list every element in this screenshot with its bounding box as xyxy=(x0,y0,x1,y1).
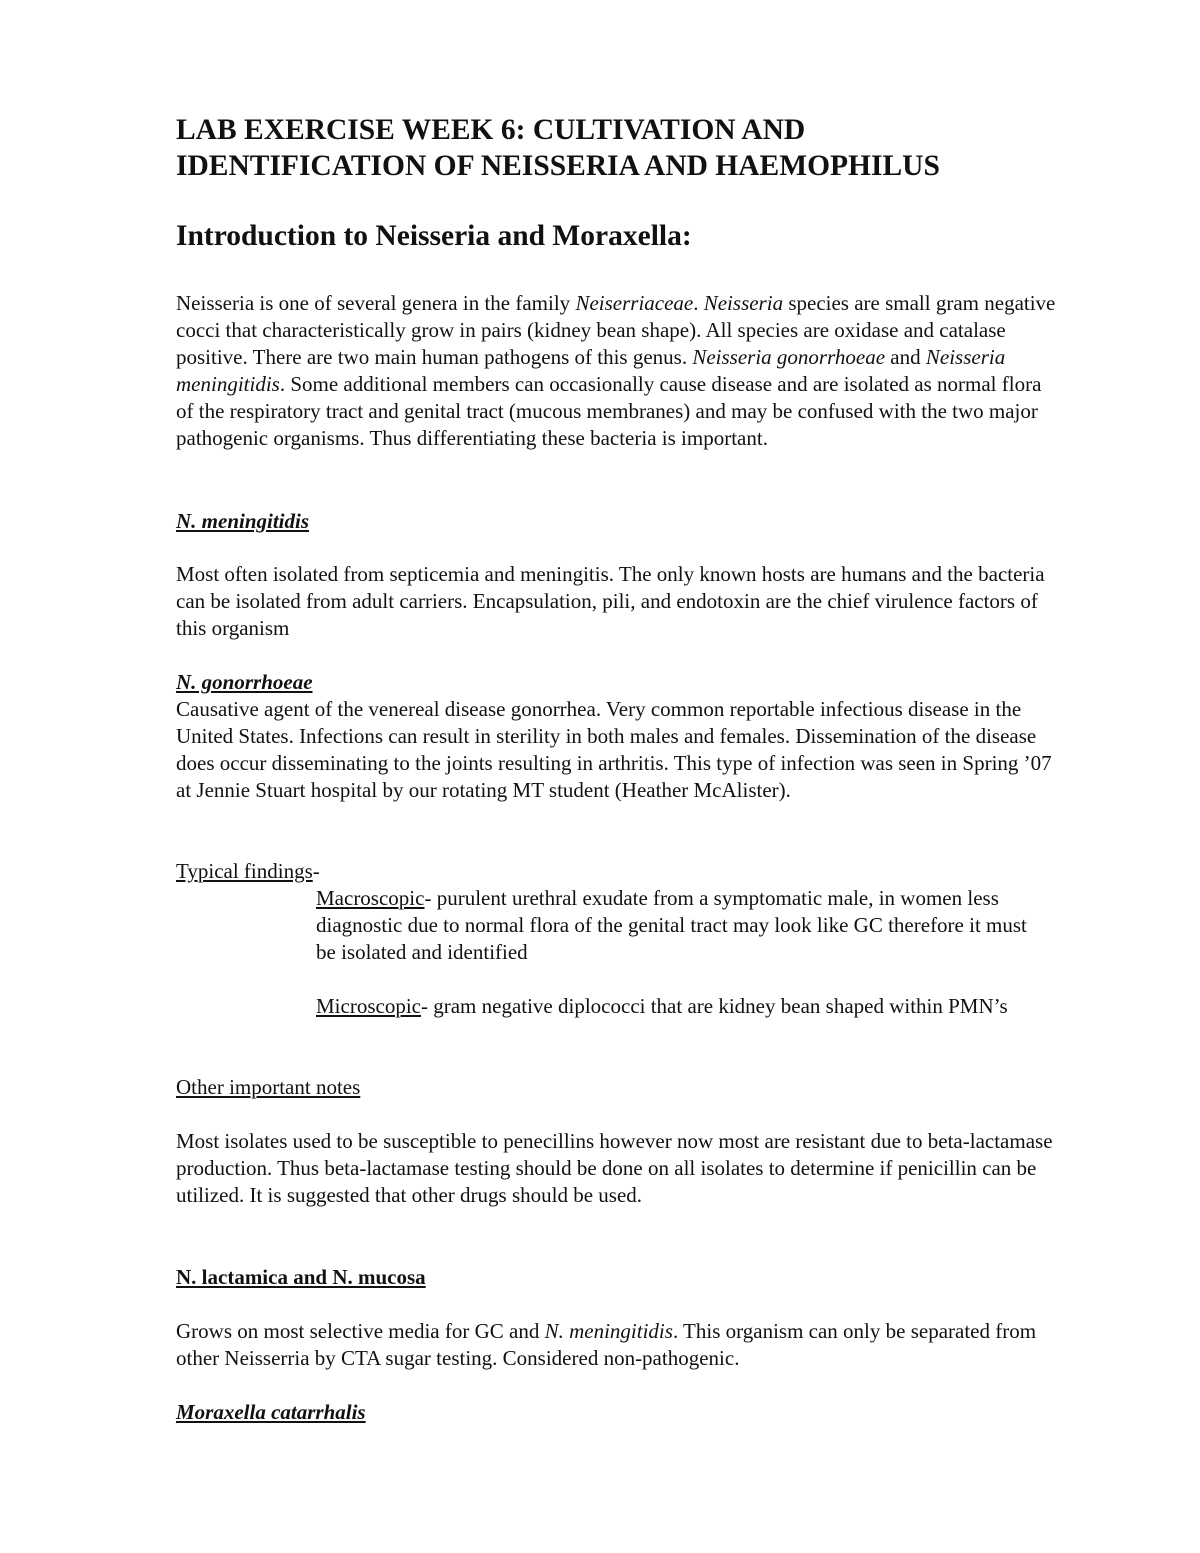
typical-findings-text: Typical findings xyxy=(176,859,313,883)
typical-findings-label xyxy=(176,858,1056,885)
title-line-1: LAB EXERCISE WEEK 6: CULTIVATION AND xyxy=(176,114,806,146)
lactamica-text-b: . This organism can only be separated from other Neisserria by CTA sugar testing. Considered non-pathogenic. xyxy=(176,1319,1037,1370)
intro-text-e: . Some additional members can occasionally cause disease and are isolated as normal flora of the respiratory tract and genital tract (mucous membranes) and may be confused with the two major pathogenic organisms. Thus differentiating these bacteria is important. xyxy=(176,372,1042,450)
document-title xyxy=(176,112,1136,184)
macroscopic-finding xyxy=(316,885,1046,966)
intro-heading: Introduction to Neisseria and Moraxella: xyxy=(176,220,692,252)
intro-family-name: Neiserriaceae xyxy=(575,291,694,315)
microscopic-finding xyxy=(316,993,1046,1020)
microscopic-label: Microscopic xyxy=(316,994,421,1018)
notes-paragraph: Most isolates used to be susceptible to penecillins however now most are resistant due to beta-lactamase production. Thus beta-lactamase testing should be done on all isolates to determine if penicillin can be utilized. It is suggested that other drugs should be used. xyxy=(176,1129,1053,1207)
intro-species-1: Neisseria gonorrhoeae xyxy=(692,345,886,369)
macroscopic-label: Macroscopic xyxy=(316,886,425,910)
meningitidis-paragraph: Most often isolated from septicemia and meningitis. The only known hosts are humans and the bacteria can be isolated from adult carriers. Encapsulation, pili, and endotoxin are the chief virulence factors of this organism xyxy=(176,562,1045,640)
intro-species-2: Neisseria meningitidis xyxy=(176,345,1006,396)
gonorrhoeae-paragraph: Causative agent of the venereal disease gonorrhea. Very common reportable infectious disease in the United States. Infections can result in sterility in both males and females. Dissemination of the disease does occur disseminating to the joints resulting in arthritis. This type of infection was seen in Spring ’07 at Jennie Stuart hospital by our rotating MT student (Heather McAlister). xyxy=(176,697,1052,802)
intro-genus-name: Neisseria xyxy=(703,291,784,315)
gonorrhoeae-heading: N. gonorrhoeae xyxy=(176,670,313,694)
lactamica-paragraph xyxy=(176,1318,1056,1372)
lactamica-heading: N. lactamica and N. mucosa xyxy=(176,1265,426,1289)
other-notes-text: Other important notes xyxy=(176,1075,361,1099)
moraxella-heading: Moraxella catarrhalis xyxy=(176,1400,366,1424)
intro-text-c: species are small gram negative cocci that characteristically grow in pairs (kidney bean shape). All species are oxidase and catalase positive. There are two main human pathogens of this genus. xyxy=(176,291,1056,369)
title-line-2: IDENTIFICATION OF NEISSERIA AND HAEMOPHILUS xyxy=(176,150,940,182)
other-notes-label xyxy=(176,1074,1056,1101)
intro-text-a: Neisseria is one of several genera in the family xyxy=(176,291,576,315)
typical-findings-dash: - xyxy=(312,859,320,883)
intro-text-b: . xyxy=(693,291,704,315)
lactamica-text-a: Grows on most selective media for GC and xyxy=(176,1319,545,1343)
macroscopic-text: - purulent urethral exudate from a symptomatic male, in women less diagnostic due to normal flora of the genital tract may look like GC therefore it must be isolated and identified xyxy=(316,886,1027,964)
meningitidis-heading: N. meningitidis xyxy=(176,509,310,533)
microscopic-text: - gram negative diplococci that are kidney bean shaped within PMN’s xyxy=(420,994,1008,1018)
intro-paragraph xyxy=(176,290,1056,452)
intro-text-d: and xyxy=(885,345,926,369)
lactamica-species: N. meningitidis xyxy=(544,1319,673,1343)
